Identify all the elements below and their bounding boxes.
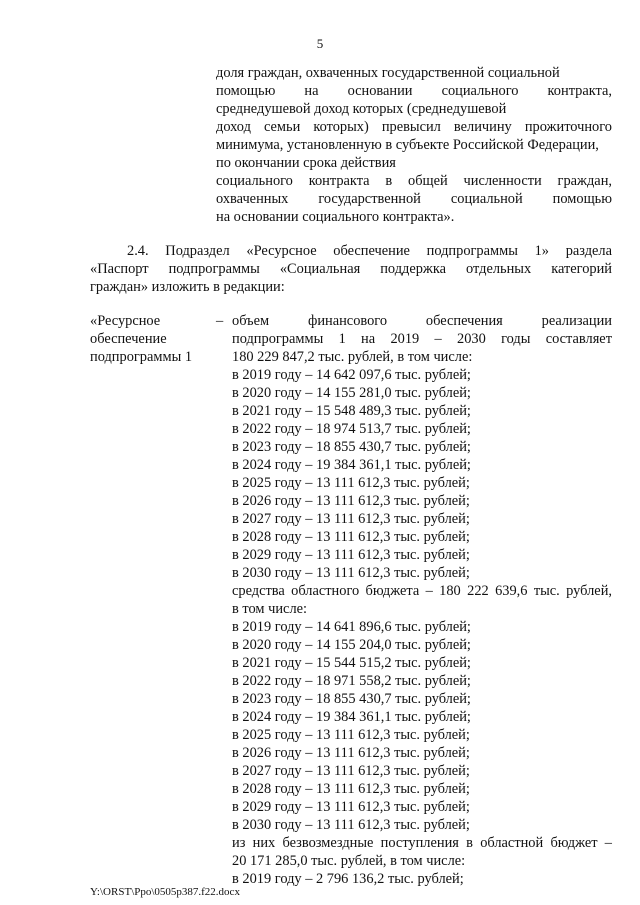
funding-line: в 2028 году – 13 111 612,3 тыс. рублей; (232, 529, 470, 545)
funding-line: в 2025 году – 13 111 612,3 тыс. рублей; (232, 727, 470, 743)
text-line: доход семьи которых) превысил величину прожиточного (216, 119, 612, 135)
page-number: 5 (316, 36, 324, 51)
text-line: помощью на основании социального контракта, (216, 83, 612, 99)
label-dash: – (216, 313, 224, 329)
funding-line: в 2026 году – 13 111 612,3 тыс. рублей; (232, 745, 470, 761)
footer-file-path: Y:\ORST\Ppo\0505p387.f22.docx (90, 886, 240, 898)
resource-label: подпрограммы 1 (90, 349, 193, 365)
text-line: среднедушевой доход которых (среднедушевой (216, 101, 507, 117)
funding-line: в 2029 году – 13 111 612,3 тыс. рублей; (232, 799, 470, 815)
funding-line: в 2024 году – 19 384 361,1 тыс. рублей; (232, 457, 471, 473)
funding-line: в 2019 году – 2 796 136,2 тыс. рублей; (232, 871, 464, 887)
funding-line: в 2023 году – 18 855 430,7 тыс. рублей; (232, 691, 471, 707)
funding-line: в 2022 году – 18 974 513,7 тыс. рублей; (232, 421, 471, 437)
funding-line: в 2030 году – 13 111 612,3 тыс. рублей; (232, 565, 470, 581)
text-line: на основании социального контракта». (216, 209, 455, 225)
funding-line: в 2027 году – 13 111 612,3 тыс. рублей; (232, 763, 470, 779)
funding-line: в 2023 году – 18 855 430,7 тыс. рублей; (232, 439, 471, 455)
section-heading-line: граждан» изложить в редакции: (90, 279, 285, 295)
funding-line: средства областного бюджета – 180 222 639,6 тыс. рублей, (232, 583, 612, 599)
funding-line: в 2025 году – 13 111 612,3 тыс. рублей; (232, 475, 470, 491)
funding-line: в 2019 году – 14 641 896,6 тыс. рублей; (232, 619, 471, 635)
funding-line: в 2030 году – 13 111 612,3 тыс. рублей; (232, 817, 470, 833)
funding-line: в 2019 году – 14 642 097,6 тыс. рублей; (232, 367, 471, 383)
funding-line: из них безвозмездные поступления в областной бюджет – (232, 835, 612, 851)
text-line: охваченных государственной социальной помощью (216, 191, 612, 207)
text-line: минимума, установленную в субъекте Российской Федерации, (216, 137, 599, 153)
funding-line: в 2029 году – 13 111 612,3 тыс. рублей; (232, 547, 470, 563)
section-heading-line: 2.4. Подраздел «Ресурсное обеспечение подпрограммы 1» раздела (127, 243, 612, 259)
resource-label: «Ресурсное (90, 313, 161, 329)
section-heading-line: «Паспорт подпрограммы «Социальная поддержка отдельных категорий (90, 261, 612, 277)
resource-label: обеспечение (90, 331, 167, 347)
funding-line: в 2020 году – 14 155 204,0 тыс. рублей; (232, 637, 471, 653)
funding-line: 20 171 285,0 тыс. рублей, в том числе: (232, 853, 466, 869)
funding-line: в 2020 году – 14 155 281,0 тыс. рублей; (232, 385, 471, 401)
text-line: доля граждан, охваченных государственной социальной (216, 65, 560, 81)
funding-line: в 2026 году – 13 111 612,3 тыс. рублей; (232, 493, 470, 509)
funding-line: в 2022 году – 18 971 558,2 тыс. рублей; (232, 673, 471, 689)
funding-line: в том числе: (232, 601, 308, 617)
funding-line: в 2024 году – 19 384 361,1 тыс. рублей; (232, 709, 471, 725)
funding-line: 180 229 847,2 тыс. рублей, в том числе: (232, 349, 473, 365)
funding-line: в 2021 году – 15 544 515,2 тыс. рублей; (232, 655, 471, 671)
funding-line: в 2028 году – 13 111 612,3 тыс. рублей; (232, 781, 470, 797)
funding-line: подпрограммы 1 на 2019 – 2030 годы составляет (232, 331, 612, 347)
funding-line: в 2021 году – 15 548 489,3 тыс. рублей; (232, 403, 471, 419)
text-line: по окончании срока действия (216, 155, 396, 171)
text-line: социального контракта в общей численности граждан, (216, 173, 612, 189)
funding-line: в 2027 году – 13 111 612,3 тыс. рублей; (232, 511, 470, 527)
funding-line: объем финансового обеспечения реализации (232, 313, 612, 329)
